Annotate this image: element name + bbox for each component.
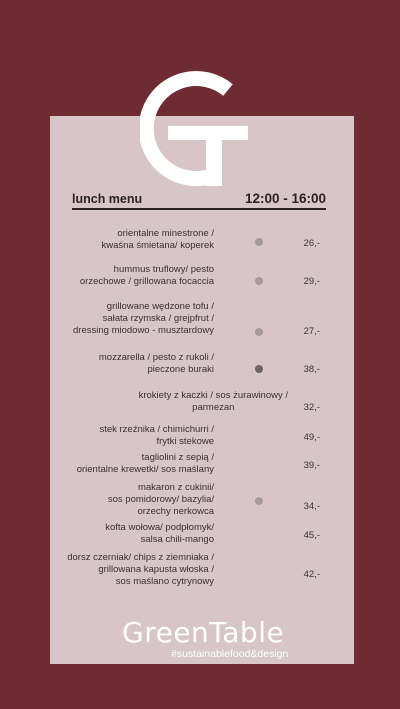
menu-item-price: 45,- bbox=[303, 530, 320, 541]
menu-item-name: kofta wołowa/ podpłomyk/ salsa chili-mango bbox=[105, 522, 214, 545]
menu-header bbox=[72, 192, 326, 210]
menu-item-name: tagliolini z sepią / orientalne krewetki/ sos maślany bbox=[76, 452, 214, 475]
menu-item-name: grillowane wędzone tofu / sałata rzymska / grejpfrut / dressing miodowo - musztardowy bbox=[73, 301, 214, 336]
menu-item-name: mozzarella / pesto z rukoli / pieczone buraki bbox=[98, 352, 214, 375]
menu-item-price: 49,- bbox=[303, 432, 320, 443]
menu-item-price: 26,- bbox=[303, 238, 320, 249]
leaf-icon bbox=[255, 238, 263, 246]
menu-item-name: hummus truflowy/ pesto orzechowe / grillowana focaccia bbox=[79, 264, 214, 287]
menu-hours: 12:00 - 16:00 bbox=[244, 191, 326, 206]
menu-item-price: 29,- bbox=[303, 276, 320, 287]
menu-item-price: 39,- bbox=[303, 460, 320, 471]
menu-item-price: 32,- bbox=[303, 402, 320, 413]
menu-title: lunch menu bbox=[72, 192, 143, 206]
menu-item-name: dorsz czerniak/ chips z ziemniaka / grillowana kapusta włoska / sos maślano cytrynowy bbox=[67, 552, 214, 587]
menu-item-name: krokiety z kaczki / sos żurawinowy / parmezan bbox=[138, 390, 288, 413]
leaf-icon bbox=[255, 328, 263, 336]
leaf-icon bbox=[255, 365, 263, 373]
menu-item-price: 34,- bbox=[303, 501, 320, 512]
menu-item-name: orientalne minestrone / kwaśna śmietana/ koperek bbox=[101, 228, 214, 251]
g-logo-icon bbox=[140, 70, 260, 188]
leaf-icon bbox=[255, 277, 263, 285]
menu-item-price: 27,- bbox=[303, 326, 320, 337]
brand-logo: GreenTable bbox=[122, 616, 285, 649]
menu-item-price: 42,- bbox=[303, 569, 320, 580]
menu-item-name: makaron z cukinii/ sos pomidorowy/ bazylia/ orzechy nerkowca bbox=[107, 482, 214, 517]
menu-item-price: 38,- bbox=[303, 364, 320, 375]
menu-item-name: stek rzeźnika / chimichurri / frytki stekowe bbox=[99, 424, 214, 447]
brand-tagline: #sustainablefood&design bbox=[171, 648, 289, 660]
leaf-icon bbox=[255, 497, 263, 505]
